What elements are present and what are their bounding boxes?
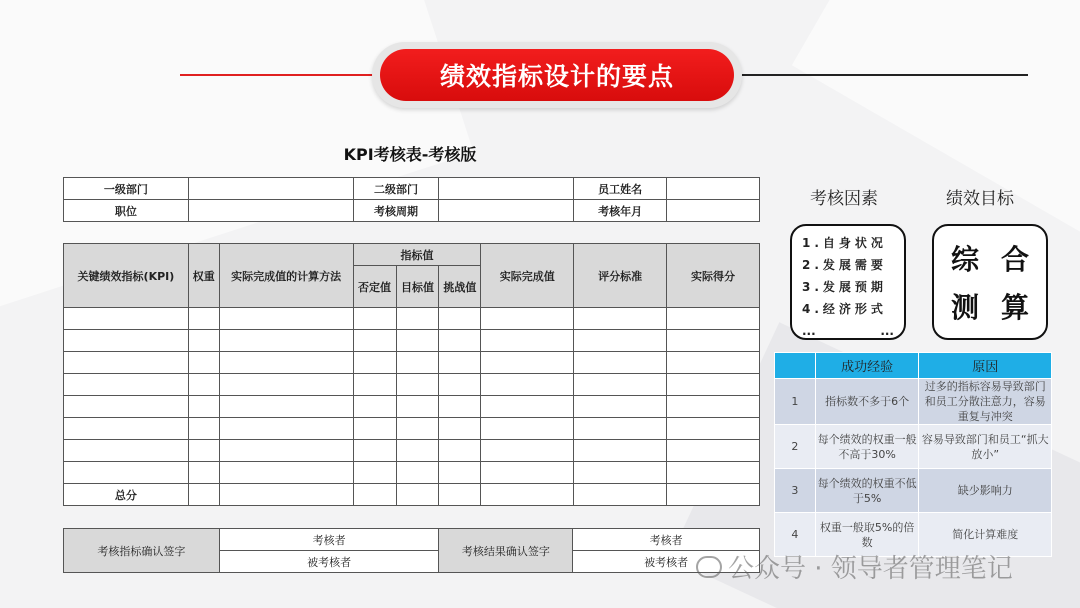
cell[interactable] xyxy=(667,462,760,484)
cell[interactable] xyxy=(396,330,439,352)
cell[interactable] xyxy=(353,352,396,374)
value-period[interactable] xyxy=(439,200,574,222)
cell[interactable] xyxy=(353,396,396,418)
table-row xyxy=(64,330,760,352)
cell[interactable] xyxy=(481,330,574,352)
header-line-left xyxy=(180,74,380,76)
row-num: 2 xyxy=(775,425,816,469)
row-reason: 缺少影响力 xyxy=(919,469,1052,513)
cell[interactable] xyxy=(188,308,219,330)
factors-box xyxy=(790,224,906,340)
col-challenge: 挑战值 xyxy=(439,266,481,308)
cell[interactable] xyxy=(667,374,760,396)
row-num: 3 xyxy=(775,469,816,513)
cell[interactable] xyxy=(353,462,396,484)
cell[interactable] xyxy=(574,396,667,418)
cell[interactable] xyxy=(481,396,574,418)
cell[interactable] xyxy=(353,418,396,440)
cell[interactable] xyxy=(667,330,760,352)
table-row xyxy=(64,396,760,418)
cell[interactable] xyxy=(574,484,667,506)
cell[interactable] xyxy=(64,330,189,352)
header-num xyxy=(775,353,816,379)
row-experience: 权重一般取5%的倍数 xyxy=(815,513,919,557)
col-method: 实际完成值的计算方法 xyxy=(219,244,353,308)
row-experience: 每个绩效的权重不低于5% xyxy=(815,469,919,513)
label-dept2: 二级部门 xyxy=(353,178,439,200)
table-row xyxy=(64,462,760,484)
cell[interactable] xyxy=(667,418,760,440)
table-row xyxy=(775,469,1052,513)
cell[interactable] xyxy=(353,308,396,330)
cell[interactable] xyxy=(667,396,760,418)
factor-item: 2.发展需要 xyxy=(802,258,887,272)
col-kpi: 关键绩效指标(KPI) xyxy=(64,244,189,308)
cell[interactable] xyxy=(574,352,667,374)
label-position: 职位 xyxy=(64,200,189,222)
watermark xyxy=(696,548,1013,585)
label-year-month: 考核年月 xyxy=(574,200,667,222)
cell[interactable] xyxy=(667,484,760,506)
cell[interactable] xyxy=(219,396,353,418)
cell[interactable] xyxy=(353,484,396,506)
cell[interactable] xyxy=(574,330,667,352)
table-row xyxy=(64,440,760,462)
cell[interactable] xyxy=(481,462,574,484)
row-reason: 容易导致部门和员工“抓大放小” xyxy=(919,425,1052,469)
cell[interactable] xyxy=(667,440,760,462)
goal-char: 合 xyxy=(1000,243,1029,276)
cell[interactable] xyxy=(439,418,481,440)
header-reason: 原因 xyxy=(919,353,1052,379)
goal-char: 算 xyxy=(1000,291,1029,324)
cell[interactable] xyxy=(574,418,667,440)
signature-table xyxy=(63,528,760,573)
ellipsis: ... xyxy=(880,324,894,338)
kpi-table xyxy=(63,243,760,506)
header-experience: 成功经验 xyxy=(815,353,919,379)
col-weight: 权重 xyxy=(188,244,219,308)
cell[interactable] xyxy=(481,418,574,440)
cell[interactable] xyxy=(219,352,353,374)
label-period: 考核周期 xyxy=(353,200,439,222)
cell[interactable] xyxy=(667,308,760,330)
row-reason: 过多的指标容易导致部门和员工分散注意力，容易重复与冲突 xyxy=(919,379,1052,425)
cell[interactable] xyxy=(64,352,189,374)
table-row xyxy=(64,352,760,374)
col-veto: 否定值 xyxy=(353,266,396,308)
cell[interactable] xyxy=(439,374,481,396)
row-experience: 指标数不多于6个 xyxy=(815,379,919,425)
value-year-month[interactable] xyxy=(667,200,760,222)
cell[interactable] xyxy=(219,374,353,396)
row-num: 4 xyxy=(775,513,816,557)
cell[interactable] xyxy=(481,374,574,396)
title-banner xyxy=(372,42,742,108)
cell[interactable] xyxy=(667,352,760,374)
cell[interactable] xyxy=(188,418,219,440)
cell[interactable] xyxy=(188,440,219,462)
col-actual: 实际完成值 xyxy=(481,244,574,308)
total-label: 总分 xyxy=(64,484,189,506)
cell[interactable] xyxy=(353,374,396,396)
cell[interactable] xyxy=(574,374,667,396)
kpi-table-title: KPI考核表-考核版 xyxy=(343,145,477,164)
cell[interactable] xyxy=(396,352,439,374)
cell[interactable] xyxy=(188,462,219,484)
cell[interactable] xyxy=(396,396,439,418)
value-employee[interactable] xyxy=(667,178,760,200)
row-reason: 简化计算难度 xyxy=(919,513,1052,557)
experience-table xyxy=(774,352,1052,557)
assessee-sign-1[interactable]: 被考核者 xyxy=(219,551,439,573)
table-row xyxy=(64,308,760,330)
cell[interactable] xyxy=(219,418,353,440)
factors-heading: 考核因素 xyxy=(810,189,878,209)
cell[interactable] xyxy=(439,308,481,330)
col-criteria: 评分标准 xyxy=(574,244,667,308)
cell[interactable] xyxy=(219,308,353,330)
cell[interactable] xyxy=(188,374,219,396)
cell[interactable] xyxy=(64,308,189,330)
col-target: 目标值 xyxy=(396,266,439,308)
cell[interactable] xyxy=(396,462,439,484)
label-employee: 员工姓名 xyxy=(574,178,667,200)
wechat-icon xyxy=(696,556,722,578)
factor-item: 1.自身状况 xyxy=(802,236,887,250)
assessee-sign-2[interactable]: 被考核者 xyxy=(573,551,760,573)
label-dept1: 一级部门 xyxy=(64,178,189,200)
result-confirm-label: 考核结果确认签字 xyxy=(439,529,573,573)
cell[interactable] xyxy=(574,308,667,330)
cell[interactable] xyxy=(396,418,439,440)
cell[interactable] xyxy=(64,396,189,418)
table-row xyxy=(64,418,760,440)
goal-char: 测 xyxy=(950,291,979,324)
factor-ellipsis-row xyxy=(802,320,894,342)
cell[interactable] xyxy=(396,308,439,330)
indicator-confirm-label: 考核指标确认签字 xyxy=(64,529,220,573)
row-num: 1 xyxy=(775,379,816,425)
cell[interactable] xyxy=(439,396,481,418)
goal-box xyxy=(932,224,1048,340)
cell[interactable] xyxy=(439,352,481,374)
header-line-right xyxy=(740,74,1028,76)
row-experience: 每个绩效的权重一般不高于30% xyxy=(815,425,919,469)
cell[interactable] xyxy=(188,396,219,418)
cell[interactable] xyxy=(396,440,439,462)
factor-item: 3.发展预期 xyxy=(802,280,887,294)
table-row xyxy=(64,374,760,396)
goal-char: 综 xyxy=(950,243,979,276)
assessor-sign-2[interactable]: 考核者 xyxy=(573,529,760,551)
value-dept1[interactable] xyxy=(188,178,353,200)
cell[interactable] xyxy=(481,352,574,374)
cell[interactable] xyxy=(574,462,667,484)
goal-heading: 绩效目标 xyxy=(946,189,1014,209)
col-indicator: 指标值 xyxy=(353,244,481,266)
factor-item: 4.经济形式 xyxy=(802,302,887,316)
value-position[interactable] xyxy=(188,200,353,222)
cell[interactable] xyxy=(439,330,481,352)
cell[interactable] xyxy=(219,462,353,484)
page-title: 绩效指标设计的要点 xyxy=(380,49,734,101)
total-row xyxy=(64,484,760,506)
cell[interactable] xyxy=(64,462,189,484)
cell[interactable] xyxy=(481,484,574,506)
cell[interactable] xyxy=(439,484,481,506)
cell[interactable] xyxy=(481,440,574,462)
col-score: 实际得分 xyxy=(667,244,760,308)
value-dept2[interactable] xyxy=(439,178,574,200)
assessor-sign-1[interactable]: 考核者 xyxy=(219,529,439,551)
cell[interactable] xyxy=(439,440,481,462)
table-row xyxy=(775,425,1052,469)
cell[interactable] xyxy=(219,330,353,352)
ellipsis: ... xyxy=(802,324,816,338)
cell[interactable] xyxy=(188,330,219,352)
cell[interactable] xyxy=(188,484,219,506)
cell[interactable] xyxy=(353,440,396,462)
watermark-text: 公众号 · 领导者管理笔记 xyxy=(728,554,1013,584)
cell[interactable] xyxy=(396,374,439,396)
cell[interactable] xyxy=(64,440,189,462)
cell[interactable] xyxy=(353,330,396,352)
cell[interactable] xyxy=(439,462,481,484)
cell[interactable] xyxy=(481,308,574,330)
cell[interactable] xyxy=(64,418,189,440)
table-row xyxy=(775,379,1052,425)
cell[interactable] xyxy=(396,484,439,506)
cell[interactable] xyxy=(574,440,667,462)
cell[interactable] xyxy=(64,374,189,396)
cell[interactable] xyxy=(188,352,219,374)
info-table xyxy=(63,177,760,222)
cell[interactable] xyxy=(219,484,353,506)
cell[interactable] xyxy=(219,440,353,462)
